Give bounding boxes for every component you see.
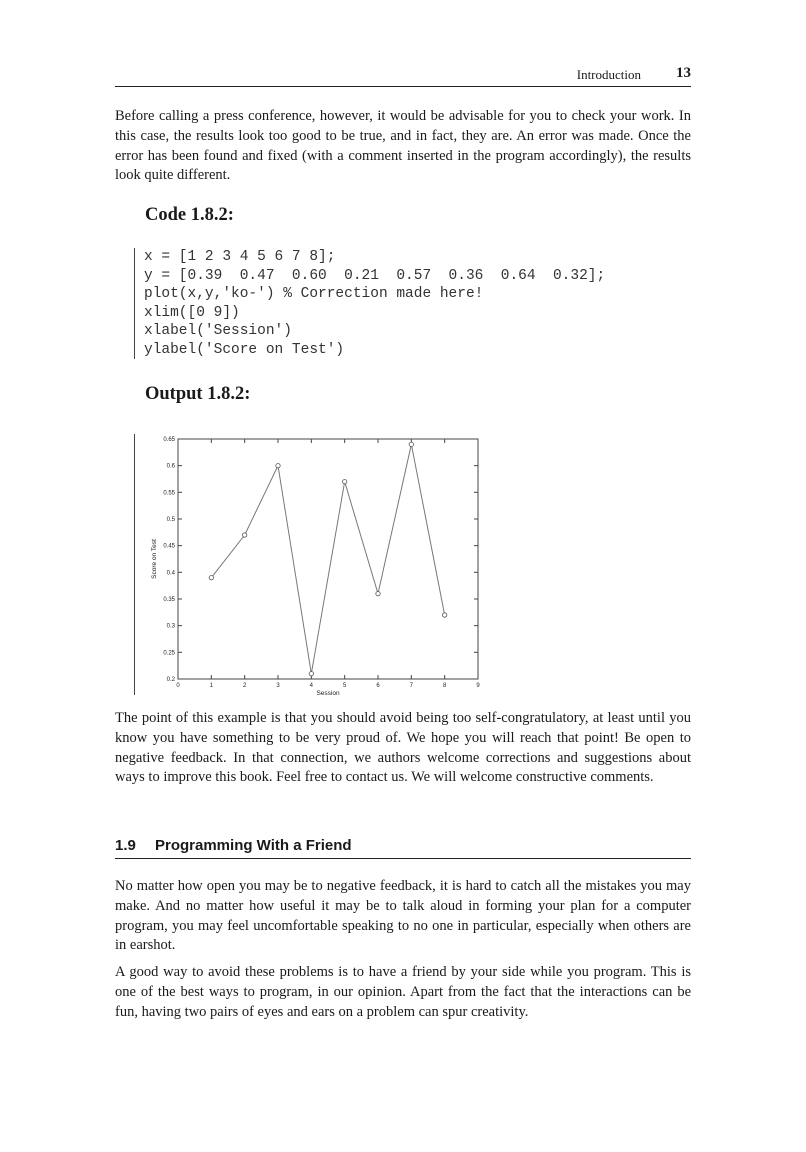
- x-tick-label: 1: [209, 683, 214, 689]
- data-point: [209, 575, 213, 579]
- y-tick-label: 0.35: [163, 597, 175, 603]
- y-tick-label: 0.65: [163, 437, 175, 443]
- x-tick-label: 9: [476, 683, 480, 689]
- data-point: [409, 442, 413, 446]
- section-title: Programming With a Friend: [155, 837, 352, 854]
- code-line: y = [0.39 0.47 0.60 0.21 0.57 0.36 0.64 0.32];: [144, 267, 606, 284]
- data-point: [376, 591, 380, 595]
- page-number: 13: [676, 65, 691, 81]
- y-tick-label: 0.25: [163, 650, 175, 657]
- paragraph-self-congratulatory: The point of this example is that you should avoid being too self-congratulatory, at least until you know you have something to be very proud of. We hope you will reach that point! Be open to negative feedback. In that connection, we authors welcome corrections and suggestions about ways to improve this book. Feel free to contact us. We will welcome constructive comments.: [115, 710, 691, 786]
- y-tick-label: 0.45: [163, 543, 175, 550]
- x-tick-label: 2: [242, 683, 247, 689]
- paragraph-negative-feedback: No matter how open you may be to negative feedback, it is hard to catch all the mistakes you may make. And no matter how useful it may be to talk aloud in forming your plan for a computer program, you may feel uncomfortable speaking to no one in particular, especially when others are in earshot.: [115, 878, 691, 954]
- data-point: [342, 479, 346, 483]
- x-tick-label: 8: [442, 683, 447, 689]
- section-number: 1.9: [115, 837, 136, 854]
- y-tick-label: 0.4: [166, 570, 175, 577]
- y-tick-label: 0.6: [166, 463, 175, 470]
- running-title: Introduction: [576, 67, 641, 82]
- output-margin-bar: [134, 434, 135, 695]
- y-tick-label: 0.2: [166, 677, 175, 683]
- x-tick-label: 4: [309, 683, 314, 689]
- y-tick-label: 0.55: [163, 490, 175, 497]
- paragraph-press-conference: Before calling a press conference, however, it would be advisable for you to check your work. In this case, the results look too good to be true, and in fact, they are. An error was made. Once the error has been found and fixed (with a comment inserted in the program accordingly), the results look quite different.: [115, 108, 691, 184]
- paragraph-friend: A good way to avoid these problems is to have a friend by your side while you program. This is one of the best ways to program, in our opinion. Apart from the fact that the interactions can be fun, having two pairs of eyes and ears on a problem can spur creativity.: [115, 964, 691, 1020]
- line-chart: [140, 430, 490, 700]
- data-point: [276, 463, 280, 467]
- series-line: [211, 444, 444, 673]
- y-tick-label: 0.3: [166, 623, 175, 630]
- code-line: plot(x,y,'ko-') % Correction made here!: [144, 286, 484, 302]
- x-tick-label: 3: [276, 683, 280, 689]
- running-header: [115, 64, 691, 87]
- code-heading: Code 1.8.2:: [145, 205, 234, 225]
- x-tick-label: 6: [376, 683, 380, 689]
- output-heading: Output 1.8.2:: [145, 384, 251, 404]
- code-line: xlabel('Session'): [144, 323, 292, 339]
- plot-frame: [178, 439, 478, 679]
- code-line: x = [1 2 3 4 5 6 7 8];: [144, 249, 336, 265]
- section-heading: [115, 834, 691, 859]
- x-tick-label: 7: [409, 683, 414, 689]
- code-line: ylabel('Score on Test'): [144, 341, 345, 358]
- code-line: xlim([0 9]): [144, 304, 240, 321]
- x-tick-label: 5: [342, 683, 347, 689]
- x-tick-label: 0: [176, 683, 180, 689]
- data-point: [442, 613, 446, 617]
- x-axis-label: Session: [316, 690, 340, 697]
- code-listing: [134, 248, 704, 359]
- data-point: [309, 671, 313, 675]
- data-point: [242, 533, 246, 537]
- y-tick-label: 0.5: [166, 517, 175, 523]
- y-axis-label: Score on Test: [151, 539, 158, 579]
